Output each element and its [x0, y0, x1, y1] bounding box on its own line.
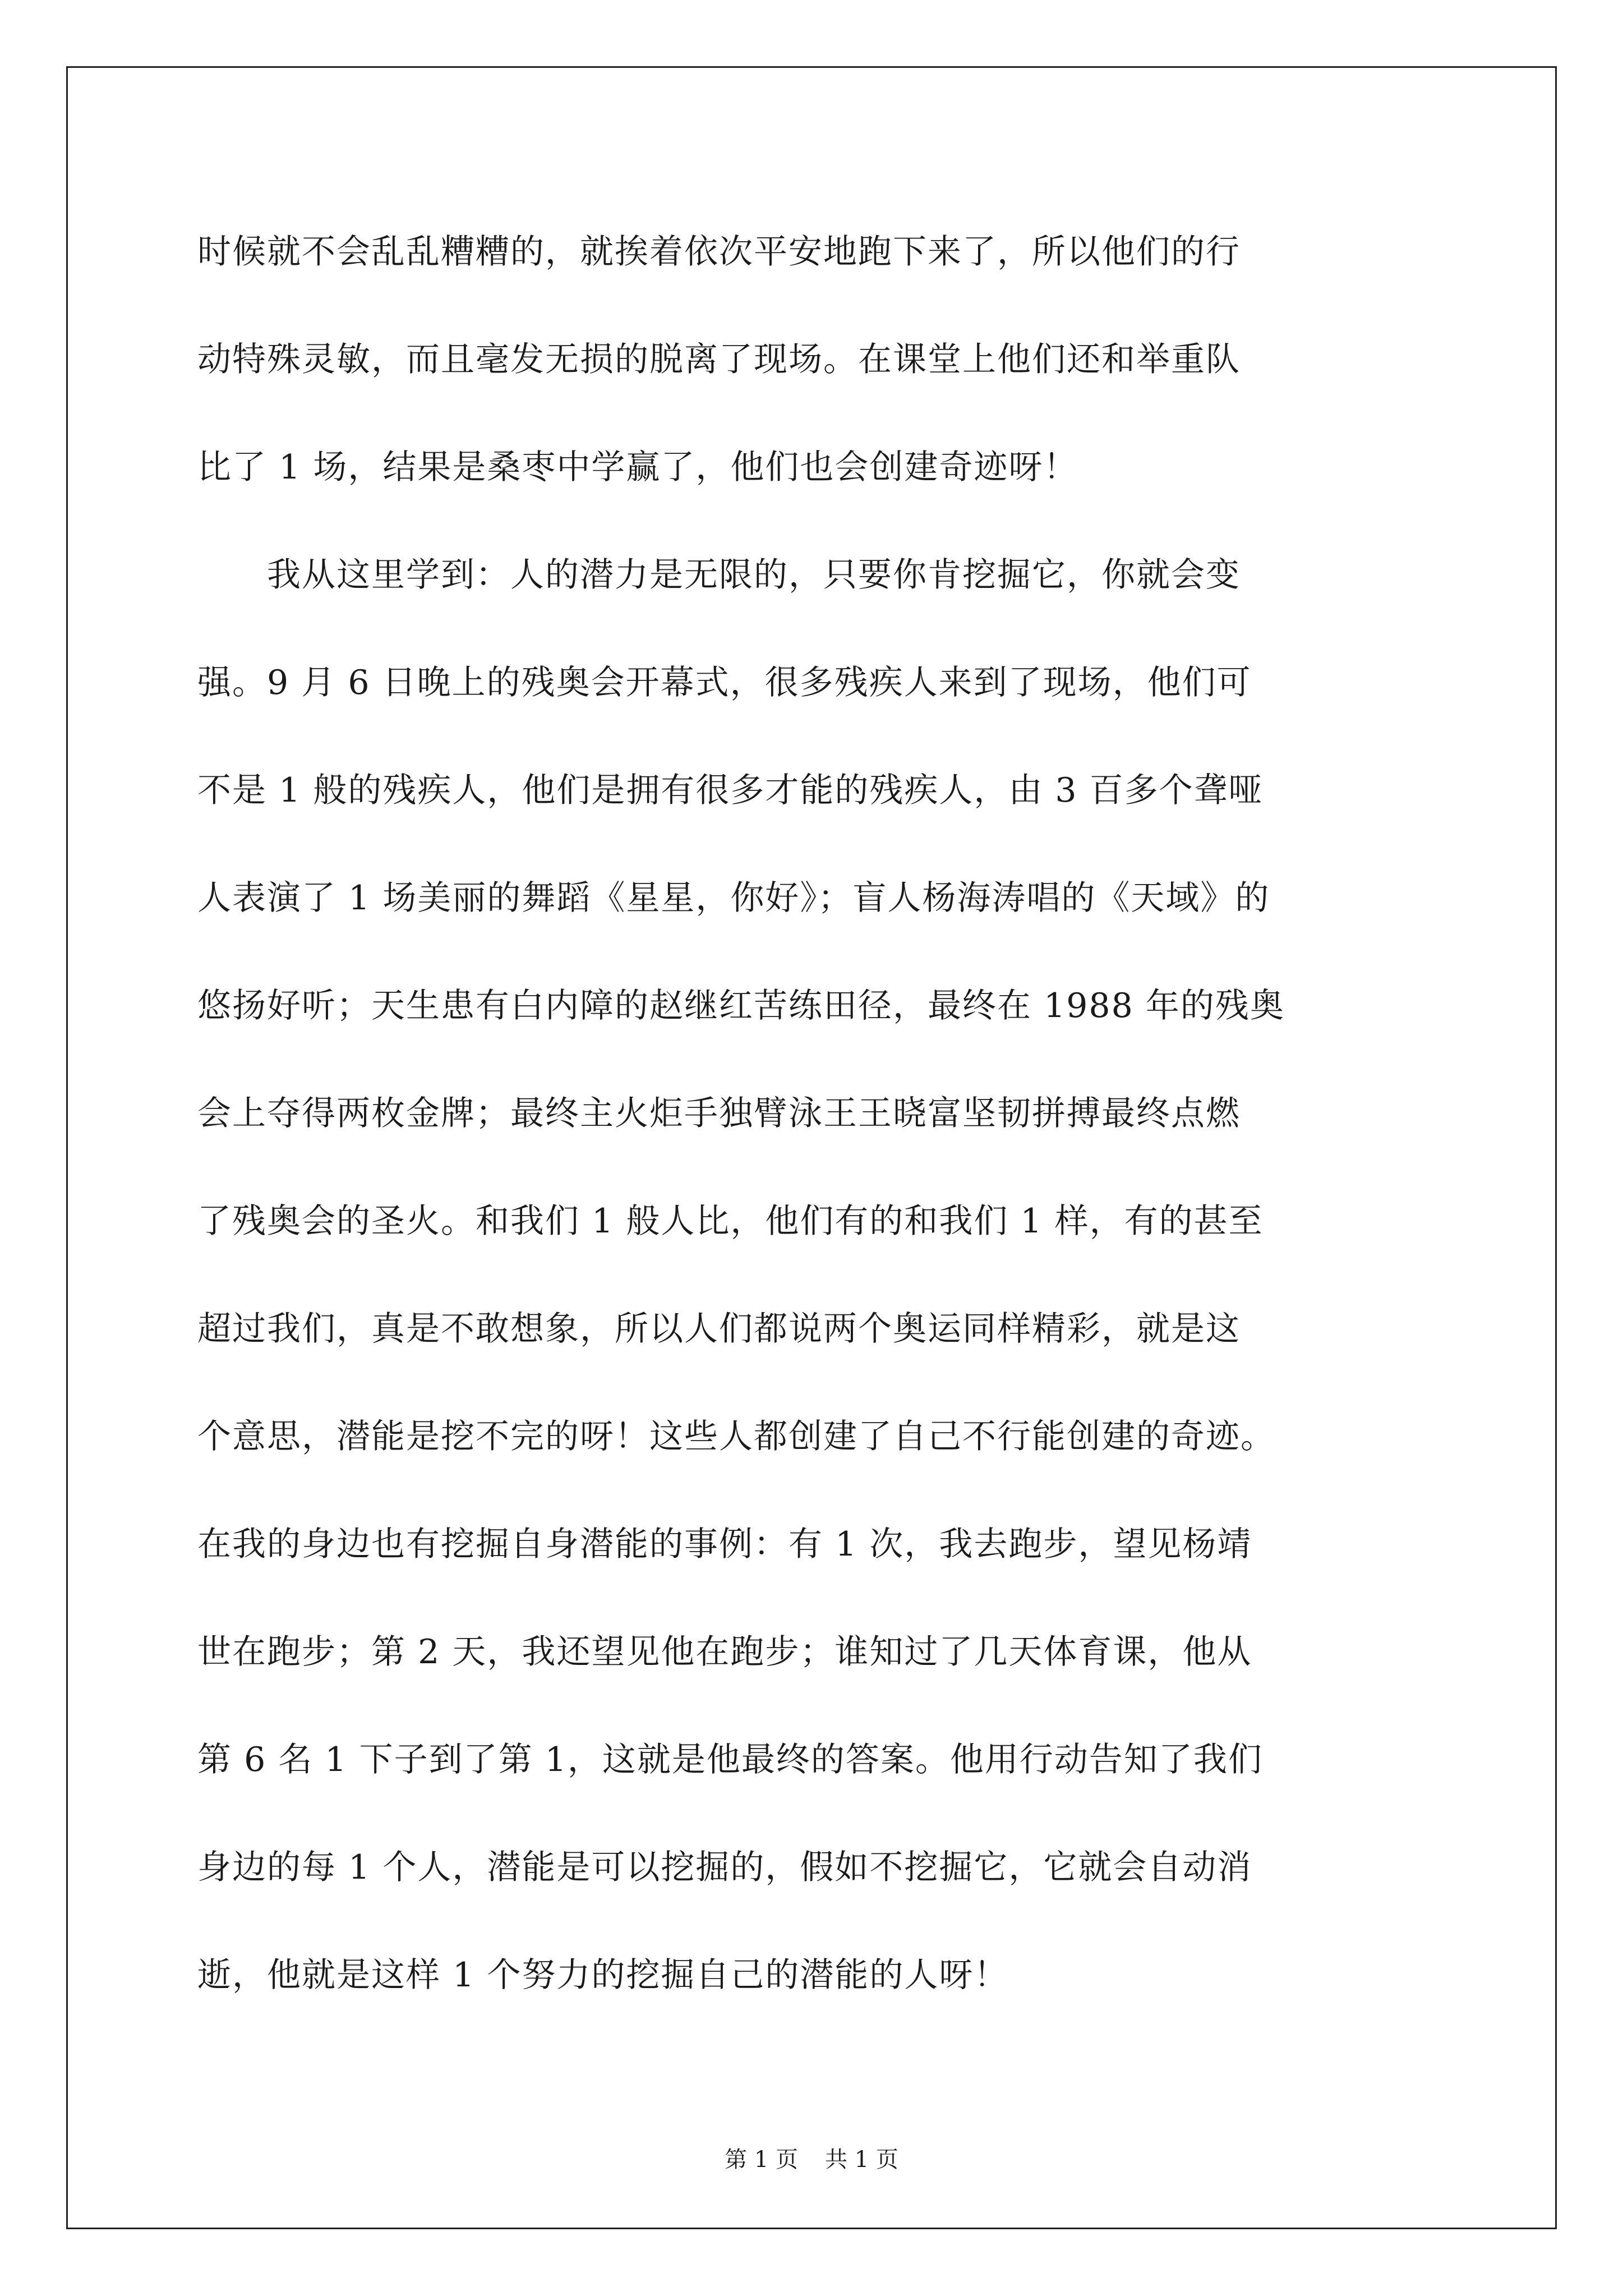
- text-line-3: 比了 1 场，结果是桑枣中学赢了，他们也会创建奇迹呀！: [197, 448, 1078, 487]
- text-line-16: 身边的每 1 个人，潜能是可以挖掘的，假如不挖掘它，它就会自动消: [197, 1848, 1252, 1887]
- text-line-1: 时候就不会乱乱糟糟的，就挨着依次平安地跑下来了，所以他们的行: [197, 232, 1241, 272]
- text-line-6: 不是 1 般的残疾人，他们是拥有很多才能的残疾人，由 3 百多个聋哑: [197, 771, 1264, 810]
- document-body: [197, 198, 1431, 2029]
- text-line-8: 悠扬好听；天生患有白内障的赵继红苦练田径，最终在 1988 年的残奥: [197, 986, 1285, 1025]
- text-line-15: 第 6 名 1 下子到了第 1，这就是他最终的答案。他用行动告知了我们: [197, 1740, 1263, 1779]
- text-line-4: 我从这里学到：人的潜力是无限的，只要你肯挖掘它，你就会变: [197, 555, 1241, 595]
- text-line-17: 逝，他就是这样 1 个努力的挖掘自己的潜能的人呀！: [197, 1955, 1009, 1995]
- text-line-11: 超过我们，真是不敢想象，所以人们都说两个奥运同样精彩，就是这: [197, 1309, 1241, 1349]
- text-line-13: 在我的身边也有挖掘自身潜能的事例：有 1 次，我去跑步，望见杨靖: [197, 1525, 1252, 1564]
- text-line-10: 了残奥会的圣火。和我们 1 般人比，他们有的和我们 1 样，有的甚至: [197, 1202, 1264, 1241]
- page-number-total: 共 1 页: [825, 2147, 898, 2173]
- text-line-9: 会上夺得两枚金牌；最终主火炬手独臂泳王王晓富坚韧拼搏最终点燃: [197, 1094, 1241, 1133]
- text-line-7: 人表演了 1 场美丽的舞蹈《星星，你好》；盲人杨海涛唱的《天域》的: [197, 878, 1270, 918]
- page-number-current: 第 1 页: [725, 2147, 798, 2173]
- page-footer: [0, 2143, 1623, 2177]
- text-line-12: 个意思，潜能是挖不完的呀！这些人都创建了自己不行能创建的奇迹。: [197, 1417, 1275, 1456]
- text-line-14: 世在跑步；第 2 天，我还望见他在跑步；谁知过了几天体育课，他从: [197, 1632, 1252, 1672]
- text-line-5: 强。9 月 6 日晚上的残奥会开幕式，很多残疾人来到了现场，他们可: [197, 663, 1252, 702]
- text-line-2: 动特殊灵敏，而且毫发无损的脱离了现场。在课堂上他们还和举重队: [197, 340, 1241, 379]
